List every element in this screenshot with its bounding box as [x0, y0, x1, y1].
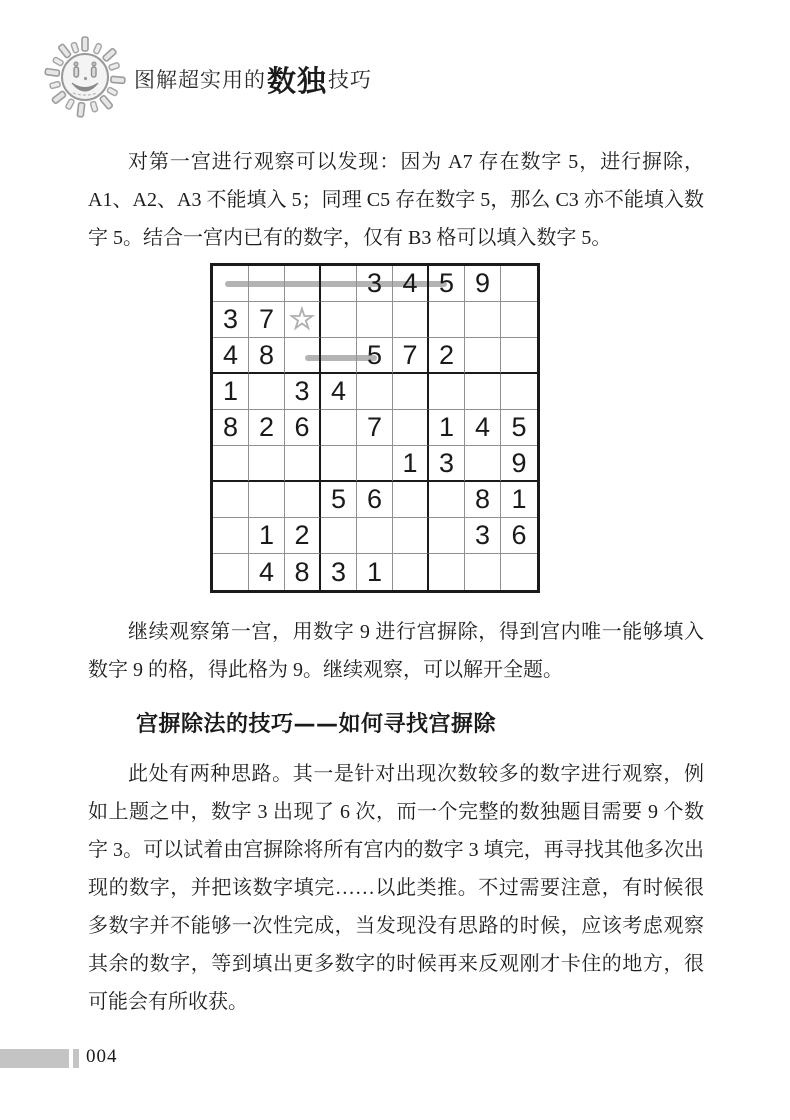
star-icon: ☆: [285, 302, 321, 338]
sudoku-cell: [213, 266, 249, 302]
sudoku-cell: [501, 266, 537, 302]
sudoku-cell: 5: [429, 266, 465, 302]
sudoku-cell: [213, 554, 249, 590]
sudoku-cell: 1: [393, 446, 429, 482]
sudoku-cell: [249, 374, 285, 410]
sudoku-cell: 4: [393, 266, 429, 302]
sudoku-cell: [465, 446, 501, 482]
sudoku-cell: 4: [465, 410, 501, 446]
sudoku-cell: 8: [465, 482, 501, 518]
sudoku-cell: [249, 482, 285, 518]
sudoku-cell: [393, 374, 429, 410]
sudoku-cell: 1: [357, 554, 393, 590]
paragraph-observation: 对第一宫进行观察可以发现：因为 A7 存在数字 5，进行摒除，A1、A2、A3 不能填入 5；同理 C5 存在数字 5，那么 C3 亦不能填入数字 5。结合一宫内已有的数字，仅有 B3 格可以填入数字 5。: [88, 151, 704, 249]
sudoku-cell: [321, 410, 357, 446]
sudoku-cell: 5: [357, 338, 393, 374]
book-title: [134, 58, 372, 100]
sudoku-cell: 3: [321, 554, 357, 590]
sudoku-cells: [213, 266, 537, 590]
sudoku-cell: 6: [357, 482, 393, 518]
sudoku-cell: 8: [213, 410, 249, 446]
sudoku-cell: 1: [213, 374, 249, 410]
sudoku-cell: 2: [429, 338, 465, 374]
sudoku-cell: [357, 374, 393, 410]
sudoku-cell: 5: [321, 482, 357, 518]
footer-decoration-bar: [0, 1049, 69, 1068]
sudoku-grid: [210, 263, 540, 593]
sudoku-cell: 4: [213, 338, 249, 374]
sudoku-cell: [393, 410, 429, 446]
sudoku-cell: 5: [501, 410, 537, 446]
sudoku-cell: [213, 446, 249, 482]
sudoku-cell: 6: [501, 518, 537, 554]
sudoku-cell: [357, 446, 393, 482]
sudoku-cell: [285, 266, 321, 302]
sudoku-cell: 1: [429, 410, 465, 446]
sudoku-cell: 7: [357, 410, 393, 446]
sudoku-cell: [465, 302, 501, 338]
sudoku-cell: [285, 482, 321, 518]
sudoku-cell: [393, 302, 429, 338]
sudoku-cell: 9: [501, 446, 537, 482]
sudoku-cell: 7: [393, 338, 429, 374]
sudoku-cell: [321, 518, 357, 554]
sudoku-cell: [321, 266, 357, 302]
sudoku-cell: [501, 338, 537, 374]
sudoku-cell: 2: [249, 410, 285, 446]
sudoku-cell: [465, 338, 501, 374]
sudoku-cell: 6: [285, 410, 321, 446]
sudoku-cell: [213, 518, 249, 554]
sudoku-cell: 2: [285, 518, 321, 554]
sudoku-cell: [393, 554, 429, 590]
sudoku-cell: [285, 338, 321, 374]
sudoku-cell: [429, 374, 465, 410]
sudoku-cell: [429, 518, 465, 554]
sudoku-cell: 3: [285, 374, 321, 410]
sudoku-cell: 3: [357, 266, 393, 302]
sudoku-cell: 7: [249, 302, 285, 338]
sudoku-cell: 9: [465, 266, 501, 302]
sudoku-cell: [357, 302, 393, 338]
sudoku-cell: 1: [249, 518, 285, 554]
sudoku-cell: [249, 266, 285, 302]
sun-nose: [84, 77, 87, 80]
sudoku-cell: 3: [429, 446, 465, 482]
book-title-emphasis: 数独: [267, 65, 328, 98]
sudoku-cell: [357, 518, 393, 554]
sudoku-cell: 4: [321, 374, 357, 410]
sudoku-cell: [285, 446, 321, 482]
sudoku-cell: [393, 482, 429, 518]
sudoku-cell: [429, 482, 465, 518]
sudoku-cell: [501, 374, 537, 410]
sudoku-cell: [213, 482, 249, 518]
sudoku-cell: 8: [285, 554, 321, 590]
sudoku-cell: [429, 302, 465, 338]
sudoku-cell: 8: [249, 338, 285, 374]
book-title-prefix: 图解超实用的: [134, 68, 266, 92]
sudoku-cell: [501, 554, 537, 590]
sudoku-cell: [465, 554, 501, 590]
page-number: 004: [86, 1046, 118, 1067]
footer-decoration-tick: [73, 1049, 79, 1068]
sudoku-cell: [393, 518, 429, 554]
sudoku-cell: [465, 374, 501, 410]
sudoku-cell: [429, 554, 465, 590]
sudoku-cell: 4: [249, 554, 285, 590]
sun-face-logo-icon: [42, 34, 128, 120]
paragraph-continue: 继续观察第一宫，用数字 9 进行宫摒除，得到宫内唯一能够填入数字 9 的格，得此格为 9。继续观察，可以解开全题。: [88, 621, 704, 681]
sudoku-cell: 3: [465, 518, 501, 554]
sudoku-cell: [321, 302, 357, 338]
sudoku-cell: 1: [501, 482, 537, 518]
sudoku-cell: 3: [213, 302, 249, 338]
sudoku-cell: [321, 446, 357, 482]
sudoku-cell: [249, 446, 285, 482]
book-title-suffix: 技巧: [328, 68, 373, 92]
sudoku-cell: [321, 338, 357, 374]
paragraph-two-approaches: 此处有两种思路。其一是针对出现次数较多的数字进行观察，例如上题之中，数字 3 出现了 6 次，而一个完整的数独题目需要 9 个数字 3。可以试着由宫摒除将所有宫内的数字 3 填完，再寻找其他多次出现的数字，并把该数字填完……以此类推。不过需要注意，有时候很多数字并不能够一次性完成，当发现没有思路的时候，应该考虑观察其余的数字，等到填出更多数字的时候再来反观刚才卡住的地方，很可能会有所收获。: [88, 763, 704, 1013]
sudoku-cell: [501, 302, 537, 338]
section-heading: 宫摒除法的技巧——如何寻找宫摒除: [136, 712, 497, 737]
